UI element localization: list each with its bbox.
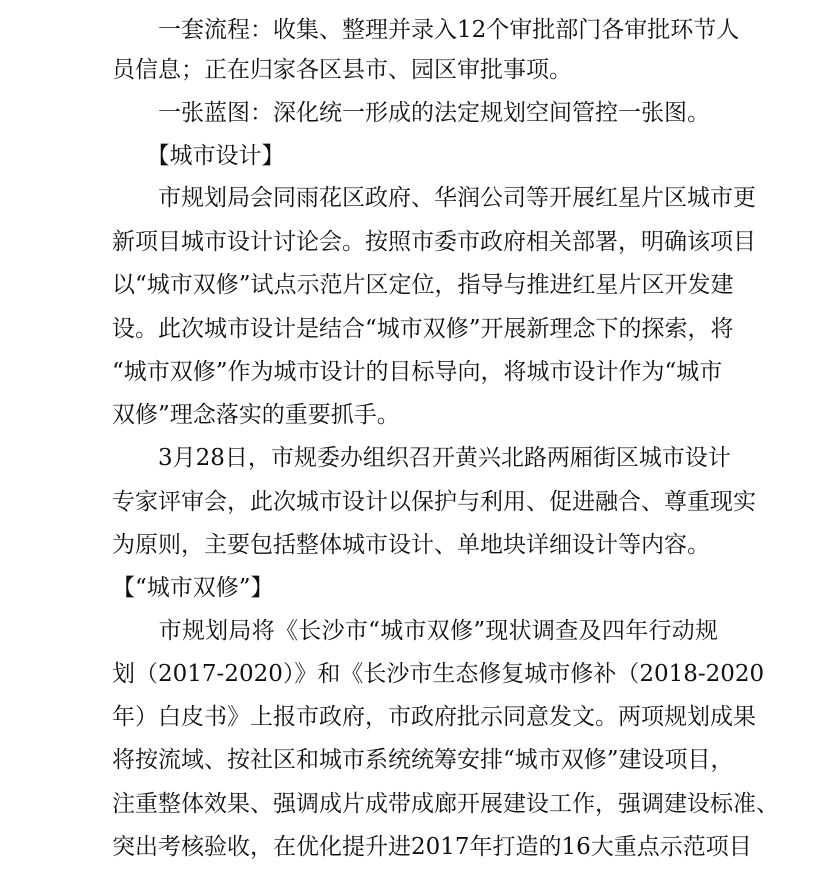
- text-line: 员信息；正在归家各区县市、园区审批事项。: [112, 57, 572, 83]
- text-line: 以“城市双修”试点示范片区定位，指导与推进红星片区开发建: [112, 272, 734, 298]
- text-line: 将按流域、按社区和城市系统统筹安排“城市双修”建设项目，: [112, 747, 734, 773]
- text-line: 新项目城市设计讨论会。按照市委市政府相关部署，明确该项目: [112, 229, 756, 255]
- text-line: 突出考核验收，在优化提升进2017年打造的16大重点示范项目: [112, 834, 752, 860]
- text-line: 3月28日，市规委办组织召开黄兴北路两厢街区城市设计: [112, 445, 731, 471]
- text-line: 为原则，主要包括整体城市设计、单地块详细设计等内容。: [112, 532, 710, 558]
- section-heading: 【城市设计】: [112, 143, 285, 169]
- text-line: 一张蓝图：深化统一形成的法定规划空间管控一张图。: [112, 100, 710, 126]
- text-line: 市规划局将《长沙市“城市双修”现状调查及四年行动规: [112, 618, 718, 644]
- text-line: 注重整体效果、强调成片成带成廊开展建设工作，强调建设标准、: [112, 791, 779, 817]
- text-line: 年）白皮书》上报市政府，市政府批示同意发文。两项规划成果: [112, 704, 756, 730]
- text-line: 设。此次城市设计是结合“城市双修”开展新理念下的探索，将: [112, 316, 734, 342]
- section-heading: 【“城市双修”】: [112, 575, 274, 601]
- text-line: 双修”理念落实的重要抓手。: [112, 402, 400, 428]
- text-line: 专家评审会，此次城市设计以保护与利用、促进融合、尊重现实: [112, 489, 756, 515]
- text-line: 市规划局会同雨花区政府、华润公司等开展红星片区城市更: [112, 185, 756, 211]
- text-line: 一套流程：收集、整理并录入12个审批部门各审批环节人: [112, 17, 740, 43]
- text-line: “城市双修”作为城市设计的目标导向，将城市设计作为“城市: [112, 359, 723, 385]
- text-line: 划（2017-2020）》和《长沙市生态修复城市修补（2018-2020: [112, 661, 765, 687]
